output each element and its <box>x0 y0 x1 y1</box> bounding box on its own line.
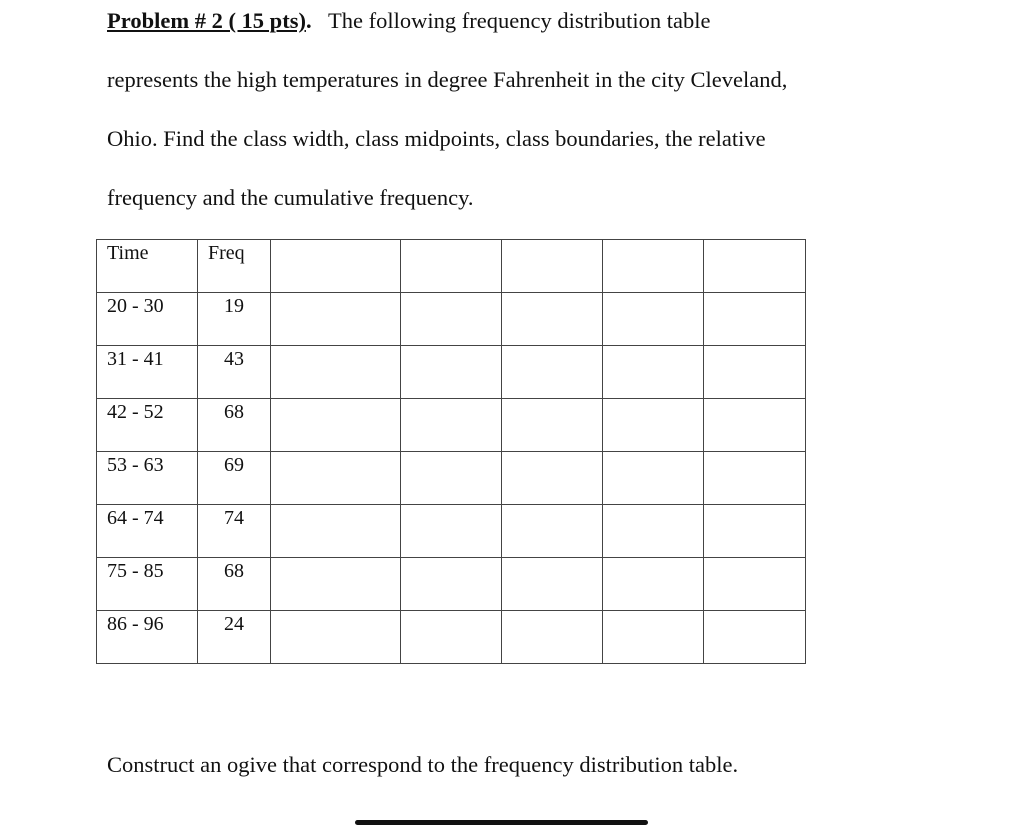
table-row <box>97 346 806 399</box>
header-freq: Freq <box>198 240 271 293</box>
cell-freq: 19 <box>198 293 271 346</box>
cell-blank[interactable] <box>401 399 502 452</box>
cell-blank[interactable] <box>271 505 401 558</box>
cell-freq: 74 <box>198 505 271 558</box>
header-blank <box>401 240 502 293</box>
cell-freq: 68 <box>198 399 271 452</box>
cell-blank[interactable] <box>271 346 401 399</box>
header-blank <box>704 240 806 293</box>
table-row <box>97 611 806 664</box>
cell-blank[interactable] <box>401 611 502 664</box>
cell-blank[interactable] <box>502 611 603 664</box>
cell-blank[interactable] <box>502 399 603 452</box>
cell-blank[interactable] <box>704 346 806 399</box>
cell-freq: 69 <box>198 452 271 505</box>
cell-blank[interactable] <box>603 399 704 452</box>
cell-blank[interactable] <box>502 505 603 558</box>
header-blank <box>502 240 603 293</box>
cell-blank[interactable] <box>271 558 401 611</box>
problem-line-1: Problem # 2 ( 15 pts). The following frequency distribution table <box>107 8 711 33</box>
cell-blank[interactable] <box>603 293 704 346</box>
cell-blank[interactable] <box>271 293 401 346</box>
problem-line-4: frequency and the cumulative frequency. <box>107 185 474 210</box>
table-row <box>97 293 806 346</box>
cell-blank[interactable] <box>603 558 704 611</box>
table-header-row <box>97 240 806 293</box>
cell-time: 20 - 30 <box>97 293 198 346</box>
cell-blank[interactable] <box>704 505 806 558</box>
table-row <box>97 452 806 505</box>
cell-blank[interactable] <box>401 558 502 611</box>
cell-blank[interactable] <box>271 399 401 452</box>
cell-blank[interactable] <box>603 505 704 558</box>
cell-time: 42 - 52 <box>97 399 198 452</box>
cell-blank[interactable] <box>603 611 704 664</box>
cell-blank[interactable] <box>502 293 603 346</box>
cell-time: 64 - 74 <box>97 505 198 558</box>
cell-blank[interactable] <box>704 293 806 346</box>
cell-freq: 43 <box>198 346 271 399</box>
cell-blank[interactable] <box>401 452 502 505</box>
cell-blank[interactable] <box>502 558 603 611</box>
cell-blank[interactable] <box>603 452 704 505</box>
table-row <box>97 399 806 452</box>
frequency-table <box>96 239 806 664</box>
cell-blank[interactable] <box>704 611 806 664</box>
cell-blank[interactable] <box>401 505 502 558</box>
ogive-question: Construct an ogive that correspond to the frequency distribution table. <box>107 752 739 777</box>
cell-time: 31 - 41 <box>97 346 198 399</box>
header-time: Time <box>97 240 198 293</box>
problem-line-3: Ohio. Find the class width, class midpoints, class boundaries, the relative <box>107 126 766 151</box>
cell-blank[interactable] <box>502 346 603 399</box>
problem-statement <box>107 0 967 227</box>
header-blank <box>271 240 401 293</box>
header-blank <box>603 240 704 293</box>
cell-blank[interactable] <box>271 452 401 505</box>
cell-blank[interactable] <box>401 293 502 346</box>
cell-blank[interactable] <box>704 452 806 505</box>
cell-blank[interactable] <box>502 452 603 505</box>
home-indicator[interactable] <box>355 820 648 825</box>
table-row <box>97 558 806 611</box>
cell-blank[interactable] <box>271 611 401 664</box>
problem-label: Problem # 2 ( 15 pts) <box>107 8 306 33</box>
cell-time: 75 - 85 <box>97 558 198 611</box>
cell-freq: 68 <box>198 558 271 611</box>
table-row <box>97 505 806 558</box>
problem-line-2: represents the high temperatures in degree Fahrenheit in the city Cleveland, <box>107 67 788 92</box>
cell-time: 86 - 96 <box>97 611 198 664</box>
cell-time: 53 - 63 <box>97 452 198 505</box>
cell-freq: 24 <box>198 611 271 664</box>
cell-blank[interactable] <box>704 558 806 611</box>
cell-blank[interactable] <box>401 346 502 399</box>
cell-blank[interactable] <box>704 399 806 452</box>
cell-blank[interactable] <box>603 346 704 399</box>
